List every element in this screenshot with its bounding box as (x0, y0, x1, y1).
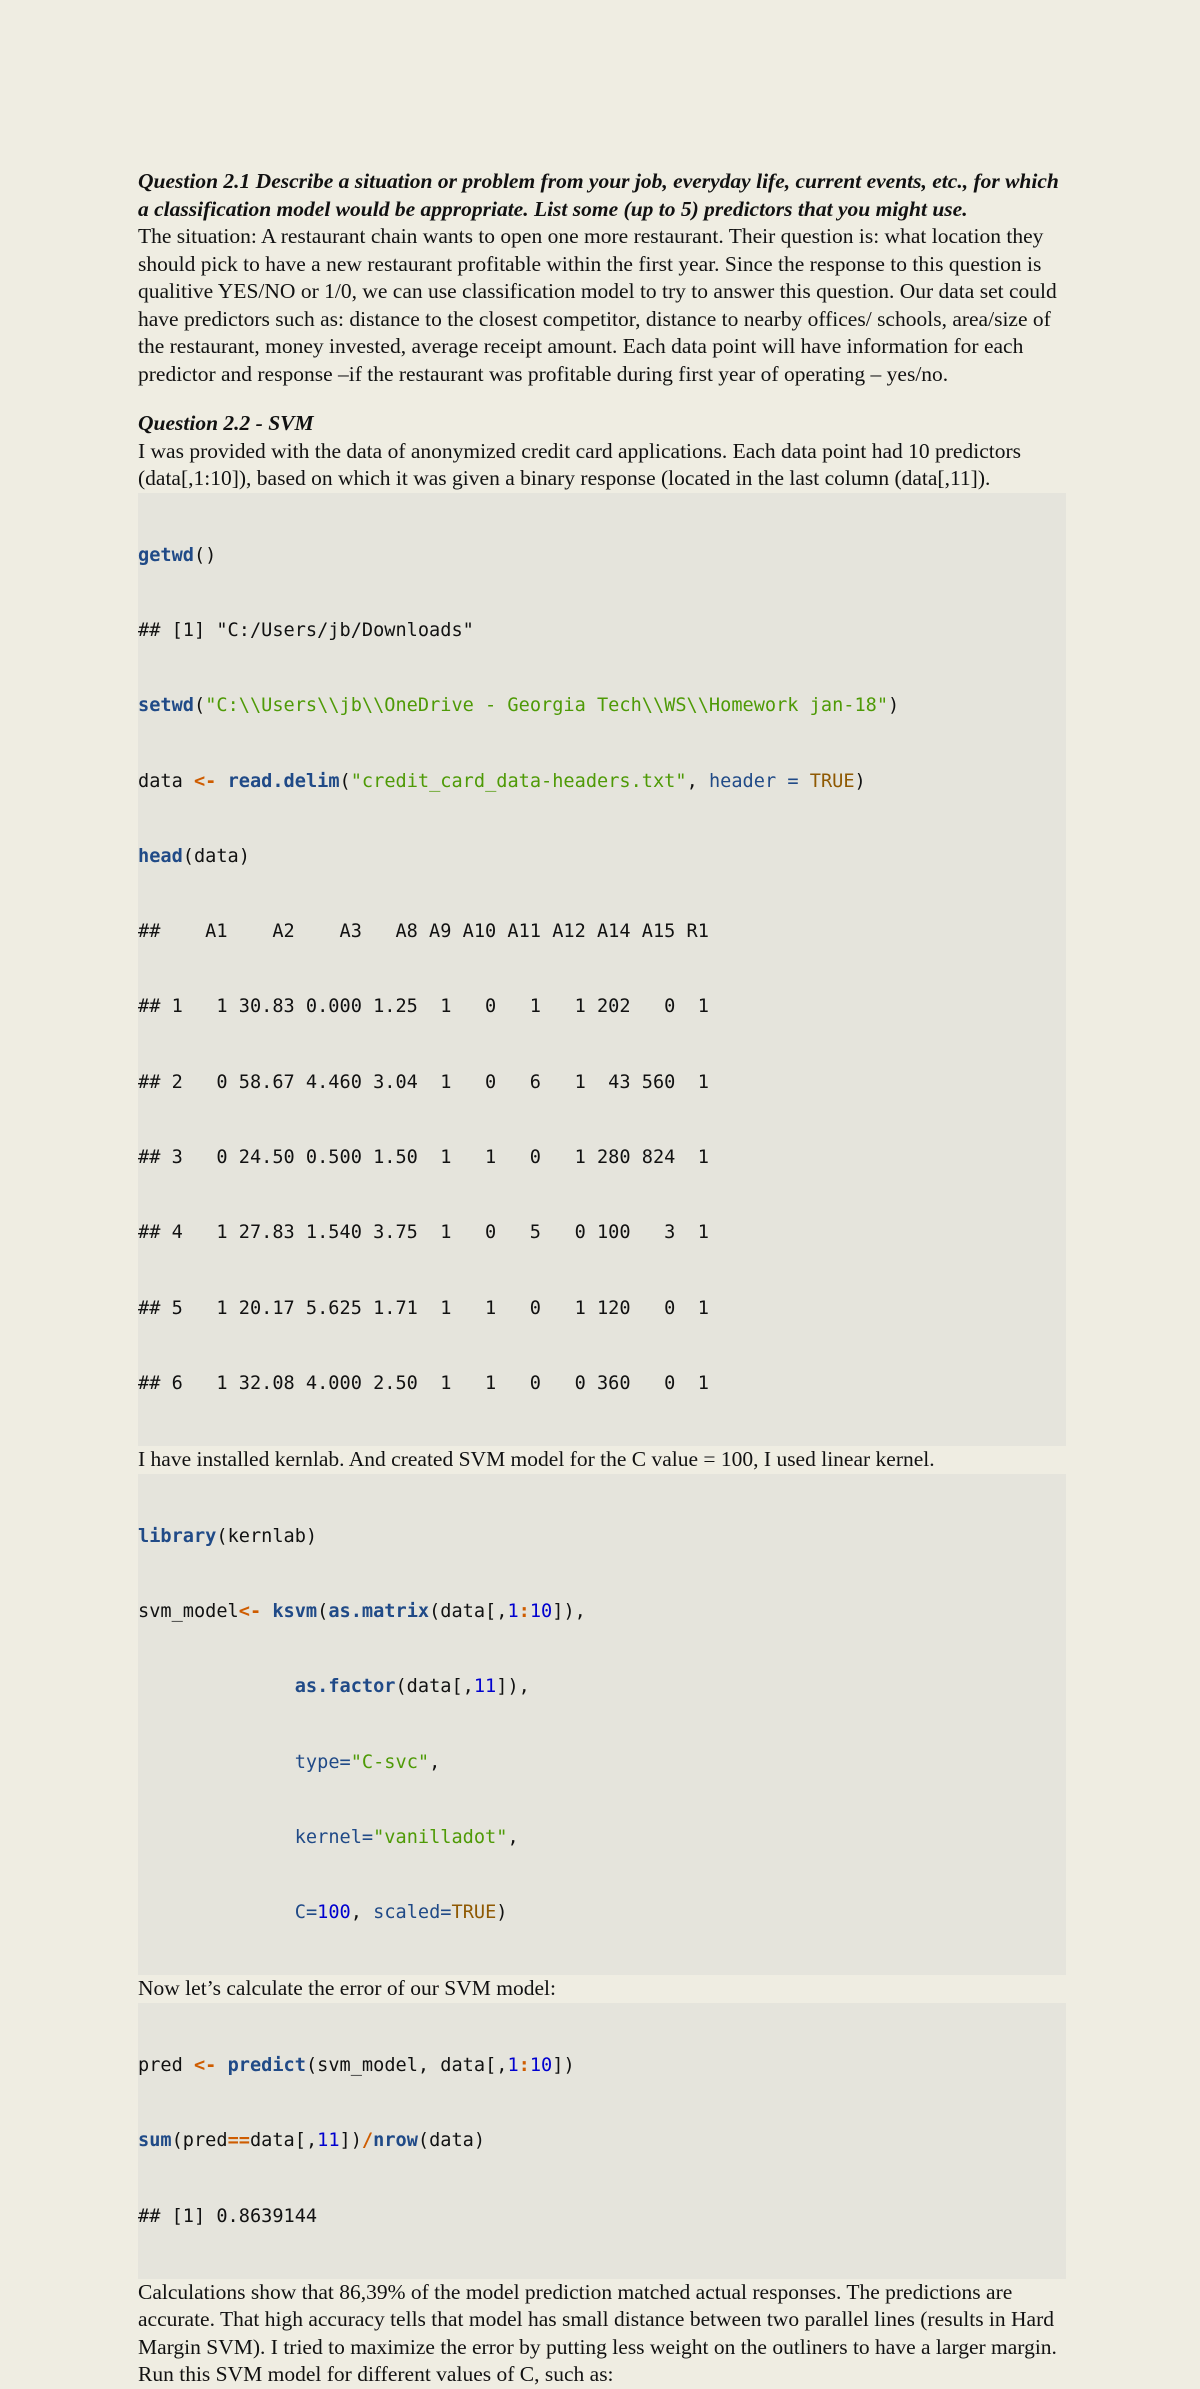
code-line-head: head(data) (138, 845, 250, 867)
code-line-sum: sum(pred==data[,11])/nrow(data) (138, 2130, 486, 2152)
table-row: ## 1 1 30.83 0.000 1.25 1 0 1 1 202 0 1 (138, 996, 709, 1018)
question-2-2-intro: I was provided with the data of anonymized credit card applications. Each data point had 10 predictors (data[,1:10]), based on which it was given a binary response (located in the last column (data[,11]). (138, 438, 1021, 490)
section-gap (138, 388, 1066, 410)
table-header: ## A1 A2 A3 A8 A9 A10 A11 A12 A14 A15 R1 (138, 921, 709, 943)
code-block-setup (138, 493, 1066, 1447)
code-line-library: library(kernlab) (138, 1525, 318, 1547)
code-line-setwd: setwd("C:\\Users\\jb\\OneDrive - Georgia Tech\\WS\\Homework jan-18") (138, 695, 900, 717)
table-row: ## 4 1 27.83 1.540 3.75 1 0 5 0 100 3 1 (138, 1222, 709, 1244)
code-line-type: type="C-svc", (294, 1751, 441, 1773)
question-2-2-heading: Question 2.2 - SVM (138, 411, 314, 435)
code-line-c-scaled: C=100, scaled=TRUE) (294, 1902, 508, 1924)
code-line-getwd: getwd() (138, 544, 217, 566)
table-row: ## 5 1 20.17 5.625 1.71 1 1 0 1 120 0 1 (138, 1297, 709, 1319)
kernlab-text: I have installed kernlab. And created SVM model for the C value = 100, I used linear kernel. (138, 1447, 935, 1472)
table-row: ## 6 1 32.08 4.000 2.50 1 1 0 0 360 0 1 (138, 1372, 709, 1394)
question-2-1-answer: The situation: A restaurant chain wants to open one more restaurant. Their question is: what location they should pick to have a new restaurant profitable within the first year. Since the response to this question is qualitive YES/NO or 1/0, we can use classification model to try to answer this question. Our data set could have predictors such as: distance to the closest competitor, distance to nearby offices/ schools, area/size of the restaurant, money invested, average receipt amount. Each data point will have information for each predictor and response –if the restaurant was profitable during first year of operating – yes/no. (138, 224, 1057, 386)
code-line-ksvm: svm_model<- ksvm(as.matrix(data[,1:10]), (138, 1601, 586, 1623)
code-line-read-delim: data <- read.delim("credit_card_data-headers.txt", header = TRUE) (138, 770, 866, 792)
question-2-1-heading: Question 2.1 Describe a situation or problem from your job, everyday life, current events, etc., for which a classification model would be appropriate. List some (up to 5) predictors that you might use. (138, 169, 1059, 221)
code-line-predict: pred <- predict(svm_model, data[,1:10]) (138, 2055, 575, 2077)
code-line-kernel: kernel="vanilladot", (294, 1826, 519, 1848)
code-block-prediction (138, 2003, 1066, 2279)
code-output-getwd: ## [1] "C:/Users/jb/Downloads" (138, 619, 474, 641)
table-row: ## 2 0 58.67 4.460 3.04 1 0 6 1 43 560 1 (138, 1071, 709, 1093)
document-content (138, 168, 1066, 2389)
code-output-accuracy: ## [1] 0.8639144 (138, 2205, 318, 2227)
code-block-svm-model (138, 1474, 1066, 1976)
conclusion-text: Calculations show that 86,39% of the model prediction matched actual responses. The predictions are accurate. That high accuracy tells that model has small distance between two parallel lines (results in Hard Margin SVM). I tried to maximize the error by putting less weight on the outliners to have a larger margin. Run this SVM model for different values of C, such as: (138, 2279, 1057, 2387)
code-line-as-factor: as.factor(data[,11]), (294, 1676, 530, 1698)
table-row: ## 3 0 24.50 0.500 1.50 1 1 0 1 280 824 1 (138, 1146, 709, 1168)
error-text: Now let’s calculate the error of our SVM model: (138, 1976, 556, 2001)
